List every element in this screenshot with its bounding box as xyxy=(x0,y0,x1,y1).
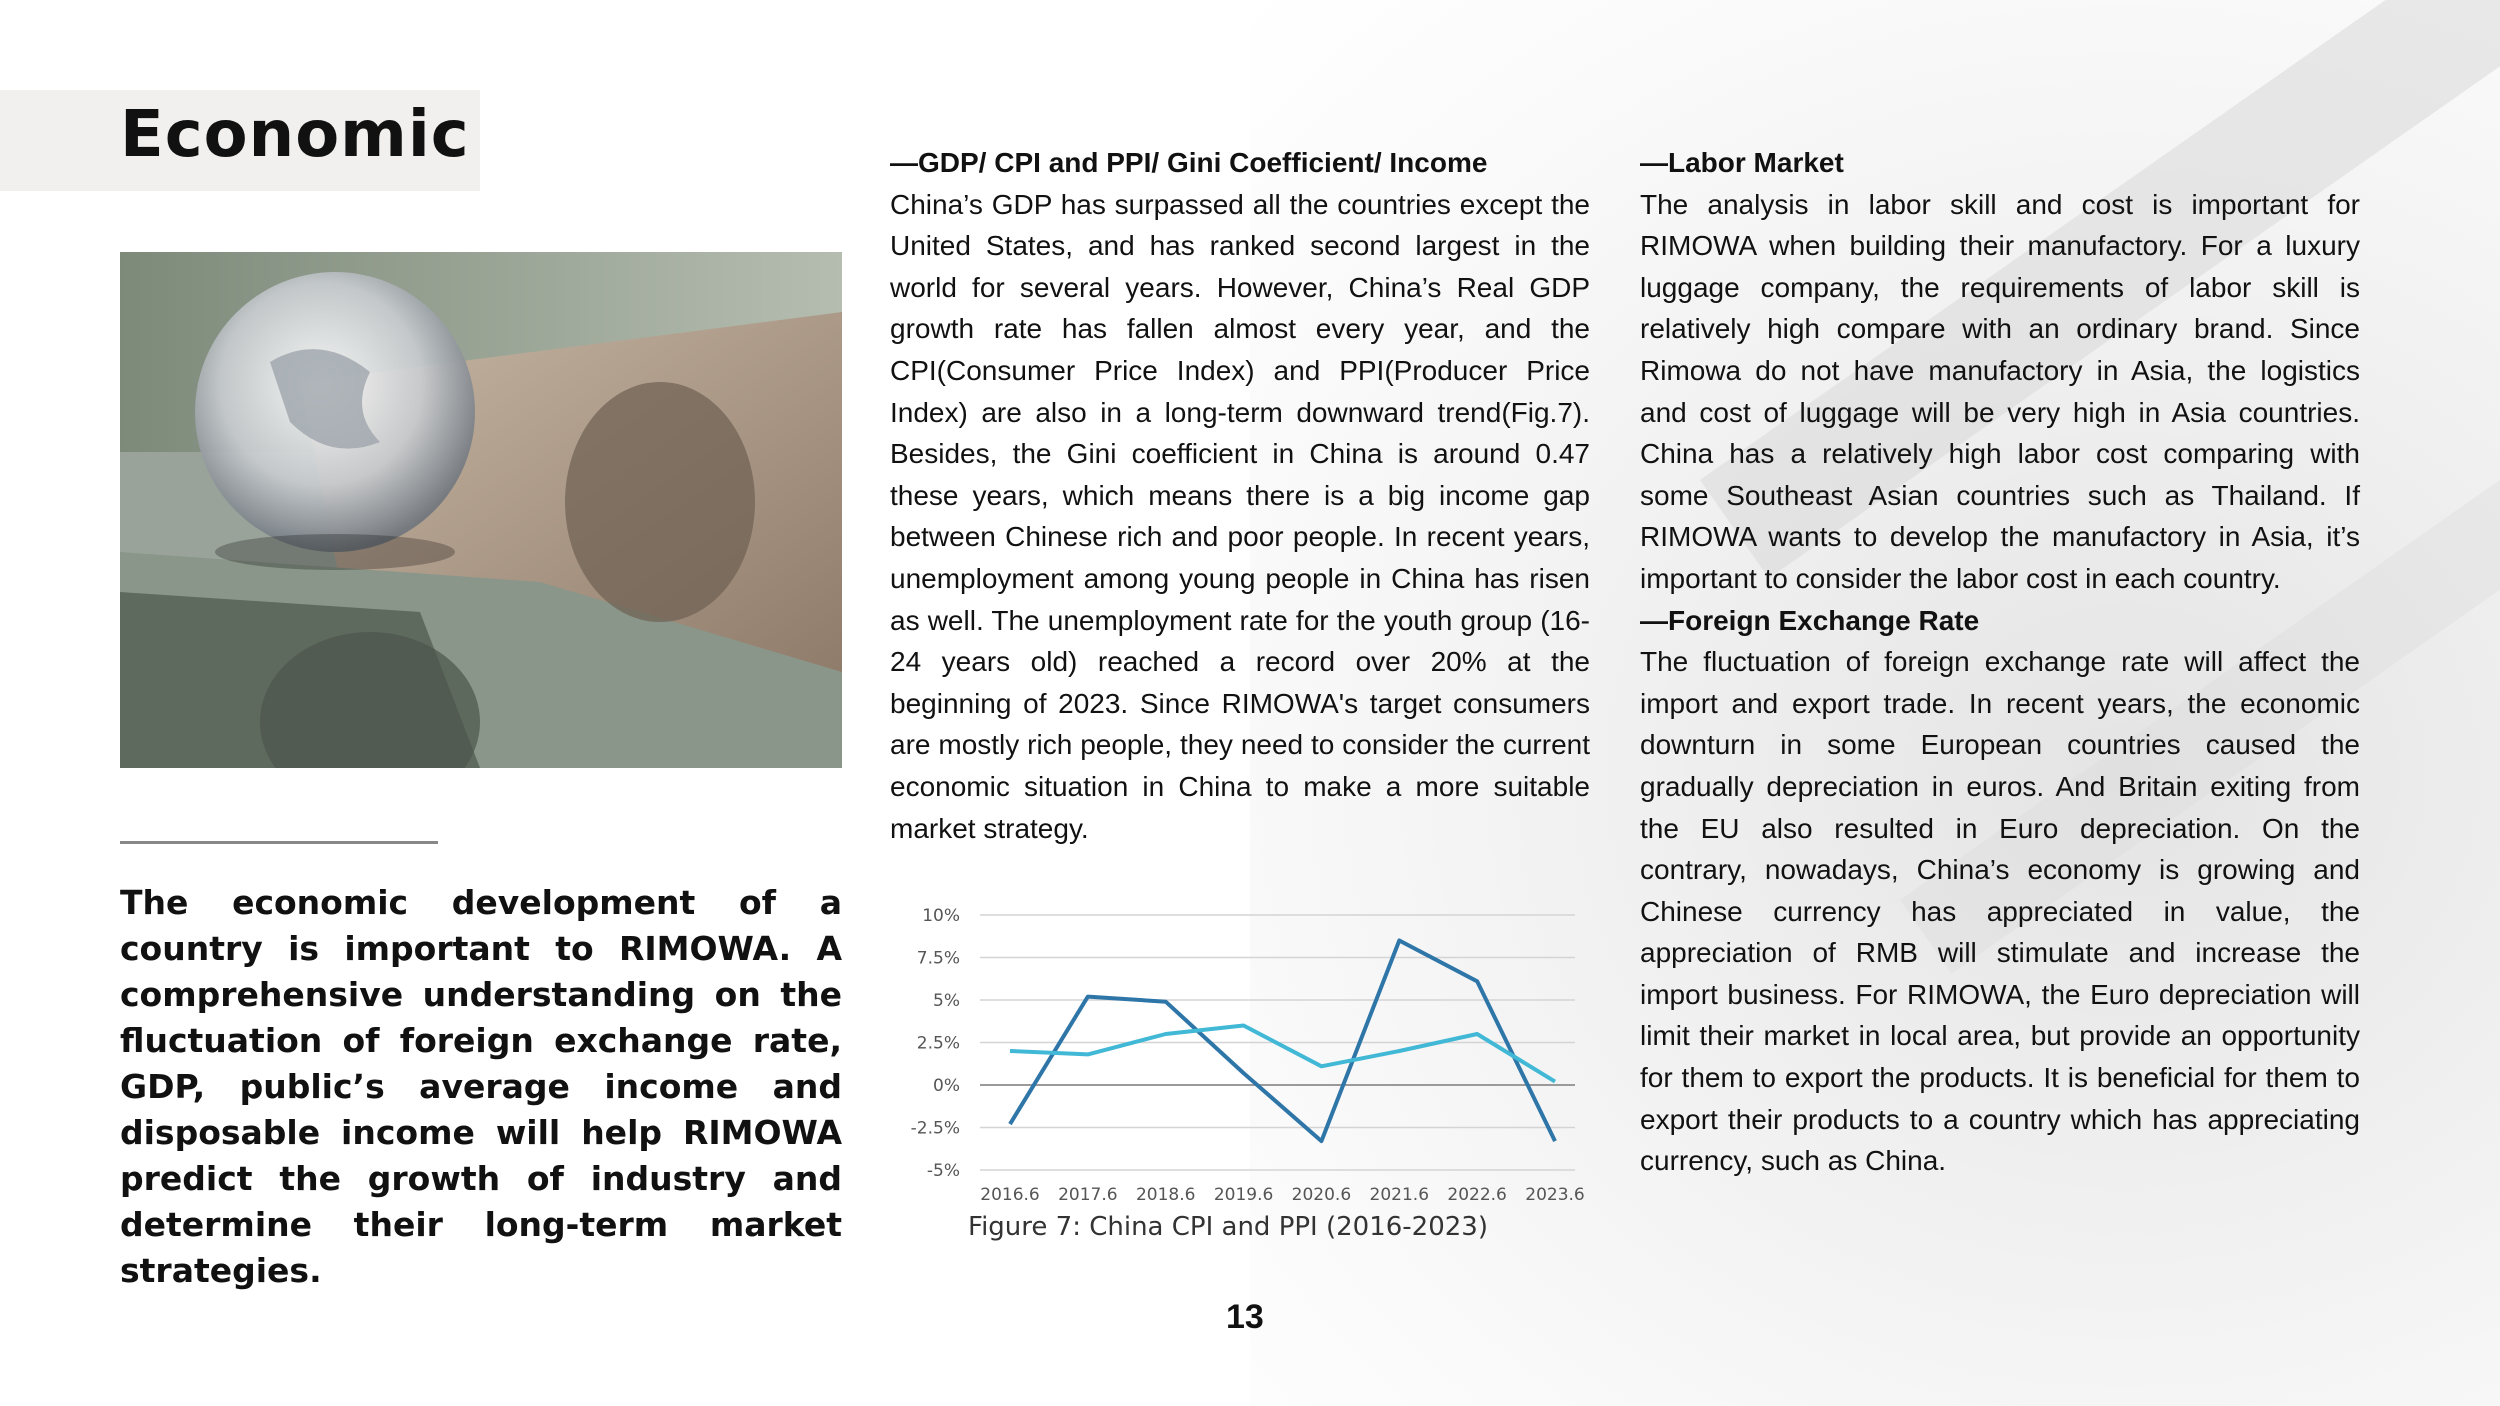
series-line-2 xyxy=(1010,1026,1555,1082)
section-heading-fx: —Foreign Exchange Rate xyxy=(1640,604,1980,636)
x-tick-label: 2023.6 xyxy=(1525,1185,1585,1205)
page-number: 13 xyxy=(1226,1298,1264,1336)
x-tick-label: 2017.6 xyxy=(1058,1185,1118,1205)
x-tick-label: 2019.6 xyxy=(1213,1185,1274,1205)
y-tick-label: -2.5% xyxy=(910,1118,960,1139)
x-tick-label: 2021.6 xyxy=(1369,1185,1430,1205)
section-body-fx: The fluctuation of foreign exchange rate will affect the import and export trade. In recent years, the economic downturn in some European countries caused the gradually depreciation in euros. And Britain exiting from the EU also resulted in Euro depreciation. On the contrary, nowadays, China’s economy is growing and Chinese currency has appreciated in value, the appreciation of RMB will stimulate and increase the import business. For RIMOWA, the Euro depreciation will limit their market in local area, but provide an opportunity for them to export the products. It is beneficial for them to export their products to a country which has appreciating currency, such as China. xyxy=(1640,646,2360,1177)
x-tick-label: 2020.6 xyxy=(1291,1185,1352,1205)
x-tick-label: 2016.6 xyxy=(980,1185,1040,1205)
figure-caption: Figure 7: China CPI and PPI (2016-2023) xyxy=(968,1212,1488,1242)
y-tick-label: 7.5% xyxy=(916,948,960,969)
cpi-ppi-line-chart xyxy=(900,895,1600,1215)
section-body-labor: The analysis in labor skill and cost is important for RIMOWA when building their manufactory. For a luxury luggage company, the requirements of labor skill is relatively high compare with an ordinary brand. Since Rimowa do not have manufactory in Asia, the logistics and cost of luggage will be very high in Asia countries. China has a relatively high labor cost comparing with some Southeast Asian countries such as Thailand. If RIMOWA wants to develop the manufactory in Asia, it’s important to consider the labor cost in each country. xyxy=(1640,188,2360,594)
y-tick-label: 5% xyxy=(933,991,960,1011)
section-heading-labor: —Labor Market xyxy=(1640,147,1844,178)
section-body-gdp: China’s GDP has surpassed all the countries except the United States, and has ranked second largest in the world for several years. However, China’s Real GDP growth rate has fallen almost every year, and the CPI(Consumer Price Index) and PPI(Producer Price Index) are also in a long-term downward trend(Fig.7). Besides, the Gini coefficient in China is around 0.47 these years, which means there is a big income gap between Chinese rich and poor people. In recent years, unemployment among young people in China has risen as well. The unemployment rate for the youth group (16-24 years old) reached a record over 20% at the beginning of 2023. Since RIMOWA's target consumers are mostly rich people, they need to consider the current economic situation in China to make a more suitable market strategy. xyxy=(890,188,1590,844)
page-title: Economic xyxy=(120,98,470,172)
series-line-1 xyxy=(1010,941,1555,1142)
column-gdp xyxy=(890,142,1590,849)
money-globe-photo xyxy=(120,252,842,768)
y-tick-label: -5% xyxy=(926,1161,960,1181)
lead-paragraph: The economic development of a country is important to RIMOWA. A comprehensive understanding on the fluctuation of foreign exchange rate, GDP, public’s average income and disposable income will help RIMOWA predict the growth of industry and determine their long-term market strategies. xyxy=(120,883,842,1290)
column-labor-fx xyxy=(1640,142,2360,1182)
section-heading-gdp: —GDP/ CPI and PPI/ Gini Coefficient/ Income xyxy=(890,147,1488,178)
divider-line xyxy=(120,841,438,844)
x-tick-label: 2022.6 xyxy=(1447,1185,1507,1205)
y-tick-label: 10% xyxy=(922,906,960,926)
y-tick-label: 2.5% xyxy=(916,1033,960,1054)
x-tick-label: 2018.6 xyxy=(1135,1185,1196,1205)
y-tick-label: 0% xyxy=(933,1076,960,1096)
